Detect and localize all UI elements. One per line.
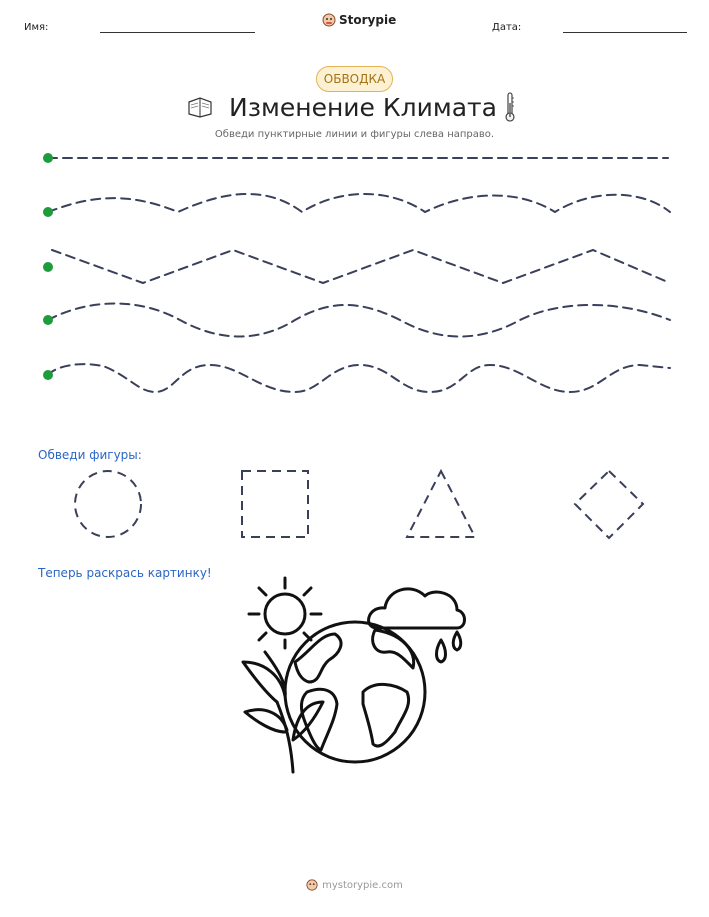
- raindrop-icon: [437, 640, 446, 662]
- start-dot: [43, 153, 53, 163]
- activity-badge: ОБВОДКА: [316, 66, 393, 92]
- cloud-icon: [369, 589, 465, 628]
- tracing-diamond[interactable]: [575, 471, 643, 538]
- start-dot: [43, 315, 53, 325]
- instructions-subtitle: Обведи пунктирные линии и фигуры слева направо.: [214, 129, 495, 140]
- earth-icon: [285, 622, 425, 762]
- tracing-lines: [0, 0, 709, 420]
- tracing-circle[interactable]: [75, 471, 141, 537]
- footer: [0, 879, 709, 891]
- start-dot: [43, 207, 53, 217]
- earth-plant-sun-cloud-illustration[interactable]: [235, 572, 475, 777]
- storypie-logo-icon: [306, 879, 318, 891]
- tracing-line-zigzag[interactable]: [52, 250, 670, 283]
- raindrop-icon: [453, 632, 461, 650]
- tracing-line-wave-small[interactable]: [48, 194, 670, 212]
- tracing-line-wave-large[interactable]: [48, 304, 670, 337]
- logo-text: Storypie: [339, 13, 397, 27]
- footer-url[interactable]: mystorypie.com: [322, 879, 403, 891]
- date-label: Дата:: [492, 22, 522, 33]
- start-dot: [43, 370, 53, 380]
- tracing-shapes: [0, 460, 709, 550]
- page-title: Изменение Климата: [229, 93, 497, 122]
- tracing-square[interactable]: [242, 471, 308, 537]
- tracing-line-bumps[interactable]: [48, 364, 670, 392]
- name-label: Имя:: [24, 22, 49, 33]
- tracing-triangle[interactable]: [407, 471, 475, 537]
- shapes-section-label: Обведи фигуры:: [38, 448, 142, 462]
- plant-icon: [243, 652, 323, 772]
- start-dot: [43, 262, 53, 272]
- coloring-section-label: Теперь раскрась картинку!: [38, 566, 212, 580]
